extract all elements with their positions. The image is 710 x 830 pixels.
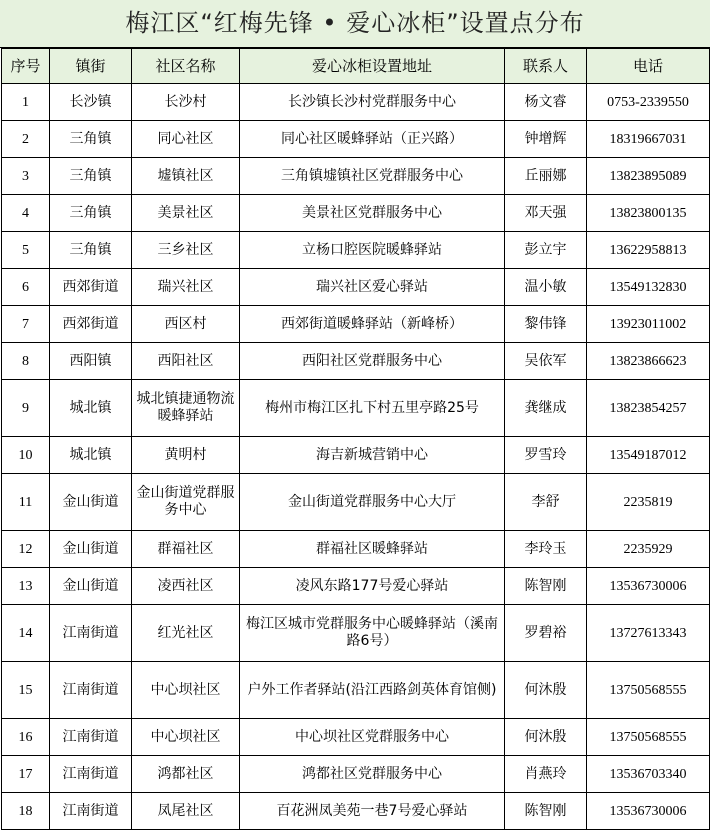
cell-town: 江南街道 bbox=[50, 662, 132, 719]
table-header-row bbox=[2, 49, 710, 84]
cell-town: 三角镇 bbox=[50, 195, 132, 232]
cell-town: 江南街道 bbox=[50, 756, 132, 793]
cell-index: 18 bbox=[2, 793, 50, 830]
cell-phone: 13823895089 bbox=[587, 158, 710, 195]
table-row bbox=[2, 793, 710, 830]
cell-index: 17 bbox=[2, 756, 50, 793]
cell-index: 15 bbox=[2, 662, 50, 719]
cell-address: 群福社区暖蜂驿站 bbox=[240, 531, 505, 568]
cell-phone: 0753-2339550 bbox=[587, 84, 710, 121]
cell-town: 江南街道 bbox=[50, 719, 132, 756]
table-row bbox=[2, 437, 710, 474]
cell-contact: 黎伟锋 bbox=[505, 306, 587, 343]
cell-index: 12 bbox=[2, 531, 50, 568]
table-row bbox=[2, 232, 710, 269]
distribution-table bbox=[1, 48, 710, 830]
header-contact: 联系人 bbox=[505, 49, 587, 84]
cell-town: 三角镇 bbox=[50, 121, 132, 158]
table-row bbox=[2, 531, 710, 568]
cell-community: 西阳社区 bbox=[132, 343, 240, 380]
header-address: 爱心冰柜设置地址 bbox=[240, 49, 505, 84]
cell-town: 西郊街道 bbox=[50, 269, 132, 306]
cell-phone: 13536730006 bbox=[587, 793, 710, 830]
cell-address: 西郊街道暖蜂驿站（新峰桥） bbox=[240, 306, 505, 343]
cell-index: 16 bbox=[2, 719, 50, 756]
cell-index: 8 bbox=[2, 343, 50, 380]
cell-address: 百花洲凤美苑一巷7号爱心驿站 bbox=[240, 793, 505, 830]
cell-contact: 龚继成 bbox=[505, 380, 587, 437]
cell-address: 同心社区暖蜂驿站（正兴路） bbox=[240, 121, 505, 158]
cell-phone: 18319667031 bbox=[587, 121, 710, 158]
cell-community: 鸿都社区 bbox=[132, 756, 240, 793]
table-row bbox=[2, 158, 710, 195]
cell-community: 中心坝社区 bbox=[132, 719, 240, 756]
cell-community: 城北镇捷通物流暖蜂驿站 bbox=[132, 380, 240, 437]
cell-contact: 杨文睿 bbox=[505, 84, 587, 121]
header-town: 镇街 bbox=[50, 49, 132, 84]
cell-town: 三角镇 bbox=[50, 232, 132, 269]
cell-address: 金山街道党群服务中心大厅 bbox=[240, 474, 505, 531]
cell-index: 5 bbox=[2, 232, 50, 269]
cell-town: 三角镇 bbox=[50, 158, 132, 195]
cell-contact: 陈智刚 bbox=[505, 568, 587, 605]
cell-address: 中心坝社区党群服务中心 bbox=[240, 719, 505, 756]
cell-contact: 肖燕玲 bbox=[505, 756, 587, 793]
cell-phone: 13823854257 bbox=[587, 380, 710, 437]
cell-phone: 13823800135 bbox=[587, 195, 710, 232]
cell-contact: 罗雪玲 bbox=[505, 437, 587, 474]
table-row bbox=[2, 380, 710, 437]
cell-community: 墟镇社区 bbox=[132, 158, 240, 195]
cell-community: 长沙村 bbox=[132, 84, 240, 121]
cell-community: 美景社区 bbox=[132, 195, 240, 232]
cell-index: 3 bbox=[2, 158, 50, 195]
cell-community: 金山街道党群服务中心 bbox=[132, 474, 240, 531]
cell-community: 三乡社区 bbox=[132, 232, 240, 269]
cell-community: 瑞兴社区 bbox=[132, 269, 240, 306]
cell-index: 6 bbox=[2, 269, 50, 306]
cell-address: 瑞兴社区爱心驿站 bbox=[240, 269, 505, 306]
cell-community: 群福社区 bbox=[132, 531, 240, 568]
cell-address: 海吉新城营销中心 bbox=[240, 437, 505, 474]
cell-contact: 钟增辉 bbox=[505, 121, 587, 158]
header-index: 序号 bbox=[2, 49, 50, 84]
cell-town: 金山街道 bbox=[50, 568, 132, 605]
table-row bbox=[2, 121, 710, 158]
cell-town: 城北镇 bbox=[50, 380, 132, 437]
cell-address: 户外工作者驿站(沿江西路剑英体育馆侧) bbox=[240, 662, 505, 719]
cell-index: 9 bbox=[2, 380, 50, 437]
cell-contact: 吴依军 bbox=[505, 343, 587, 380]
table-row bbox=[2, 662, 710, 719]
cell-index: 1 bbox=[2, 84, 50, 121]
cell-town: 江南街道 bbox=[50, 793, 132, 830]
cell-index: 14 bbox=[2, 605, 50, 662]
table-row bbox=[2, 269, 710, 306]
cell-phone: 13727613343 bbox=[587, 605, 710, 662]
header-community: 社区名称 bbox=[132, 49, 240, 84]
cell-index: 11 bbox=[2, 474, 50, 531]
cell-address: 立杨口腔医院暖蜂驿站 bbox=[240, 232, 505, 269]
cell-index: 13 bbox=[2, 568, 50, 605]
cell-phone: 13622958813 bbox=[587, 232, 710, 269]
cell-phone: 13823866623 bbox=[587, 343, 710, 380]
cell-phone: 13536730006 bbox=[587, 568, 710, 605]
cell-address: 长沙镇长沙村党群服务中心 bbox=[240, 84, 505, 121]
table-row bbox=[2, 605, 710, 662]
cell-phone: 13923011002 bbox=[587, 306, 710, 343]
cell-town: 西阳镇 bbox=[50, 343, 132, 380]
cell-phone: 13750568555 bbox=[587, 719, 710, 756]
cell-town: 江南街道 bbox=[50, 605, 132, 662]
cell-address: 鸿都社区党群服务中心 bbox=[240, 756, 505, 793]
cell-address: 凌风东路177号爱心驿站 bbox=[240, 568, 505, 605]
cell-address: 三角镇墟镇社区党群服务中心 bbox=[240, 158, 505, 195]
cell-contact: 彭立宇 bbox=[505, 232, 587, 269]
cell-index: 4 bbox=[2, 195, 50, 232]
cell-phone: 2235929 bbox=[587, 531, 710, 568]
cell-index: 7 bbox=[2, 306, 50, 343]
cell-community: 中心坝社区 bbox=[132, 662, 240, 719]
table-row bbox=[2, 474, 710, 531]
cell-community: 同心社区 bbox=[132, 121, 240, 158]
table-row bbox=[2, 719, 710, 756]
cell-phone: 13549132830 bbox=[587, 269, 710, 306]
table-row bbox=[2, 343, 710, 380]
cell-community: 凌西社区 bbox=[132, 568, 240, 605]
cell-town: 西郊街道 bbox=[50, 306, 132, 343]
cell-index: 2 bbox=[2, 121, 50, 158]
cell-town: 城北镇 bbox=[50, 437, 132, 474]
cell-contact: 陈智刚 bbox=[505, 793, 587, 830]
cell-contact: 邓天强 bbox=[505, 195, 587, 232]
cell-phone: 13750568555 bbox=[587, 662, 710, 719]
cell-town: 金山街道 bbox=[50, 474, 132, 531]
cell-contact: 丘丽娜 bbox=[505, 158, 587, 195]
cell-contact: 李玲玉 bbox=[505, 531, 587, 568]
cell-community: 凤尾社区 bbox=[132, 793, 240, 830]
cell-community: 黄明村 bbox=[132, 437, 240, 474]
header-phone: 电话 bbox=[587, 49, 710, 84]
table-row bbox=[2, 756, 710, 793]
cell-phone: 13536703340 bbox=[587, 756, 710, 793]
table-row bbox=[2, 84, 710, 121]
table-row bbox=[2, 306, 710, 343]
cell-contact: 温小敏 bbox=[505, 269, 587, 306]
cell-town: 金山街道 bbox=[50, 531, 132, 568]
cell-address: 梅州市梅江区扎下村五里亭路25号 bbox=[240, 380, 505, 437]
cell-address: 美景社区党群服务中心 bbox=[240, 195, 505, 232]
cell-community: 红光社区 bbox=[132, 605, 240, 662]
table-row bbox=[2, 195, 710, 232]
cell-contact: 李舒 bbox=[505, 474, 587, 531]
cell-phone: 2235819 bbox=[587, 474, 710, 531]
cell-contact: 何沐殷 bbox=[505, 719, 587, 756]
cell-community: 西区村 bbox=[132, 306, 240, 343]
cell-index: 10 bbox=[2, 437, 50, 474]
table-row bbox=[2, 568, 710, 605]
cell-town: 长沙镇 bbox=[50, 84, 132, 121]
cell-phone: 13549187012 bbox=[587, 437, 710, 474]
cell-contact: 罗碧裕 bbox=[505, 605, 587, 662]
page-title: 梅江区“红梅先锋 • 爱心冰柜”设置点分布 bbox=[0, 0, 710, 48]
cell-contact: 何沐殷 bbox=[505, 662, 587, 719]
cell-address: 梅江区城市党群服务中心暖蜂驿站（溪南路6号） bbox=[240, 605, 505, 662]
cell-address: 西阳社区党群服务中心 bbox=[240, 343, 505, 380]
